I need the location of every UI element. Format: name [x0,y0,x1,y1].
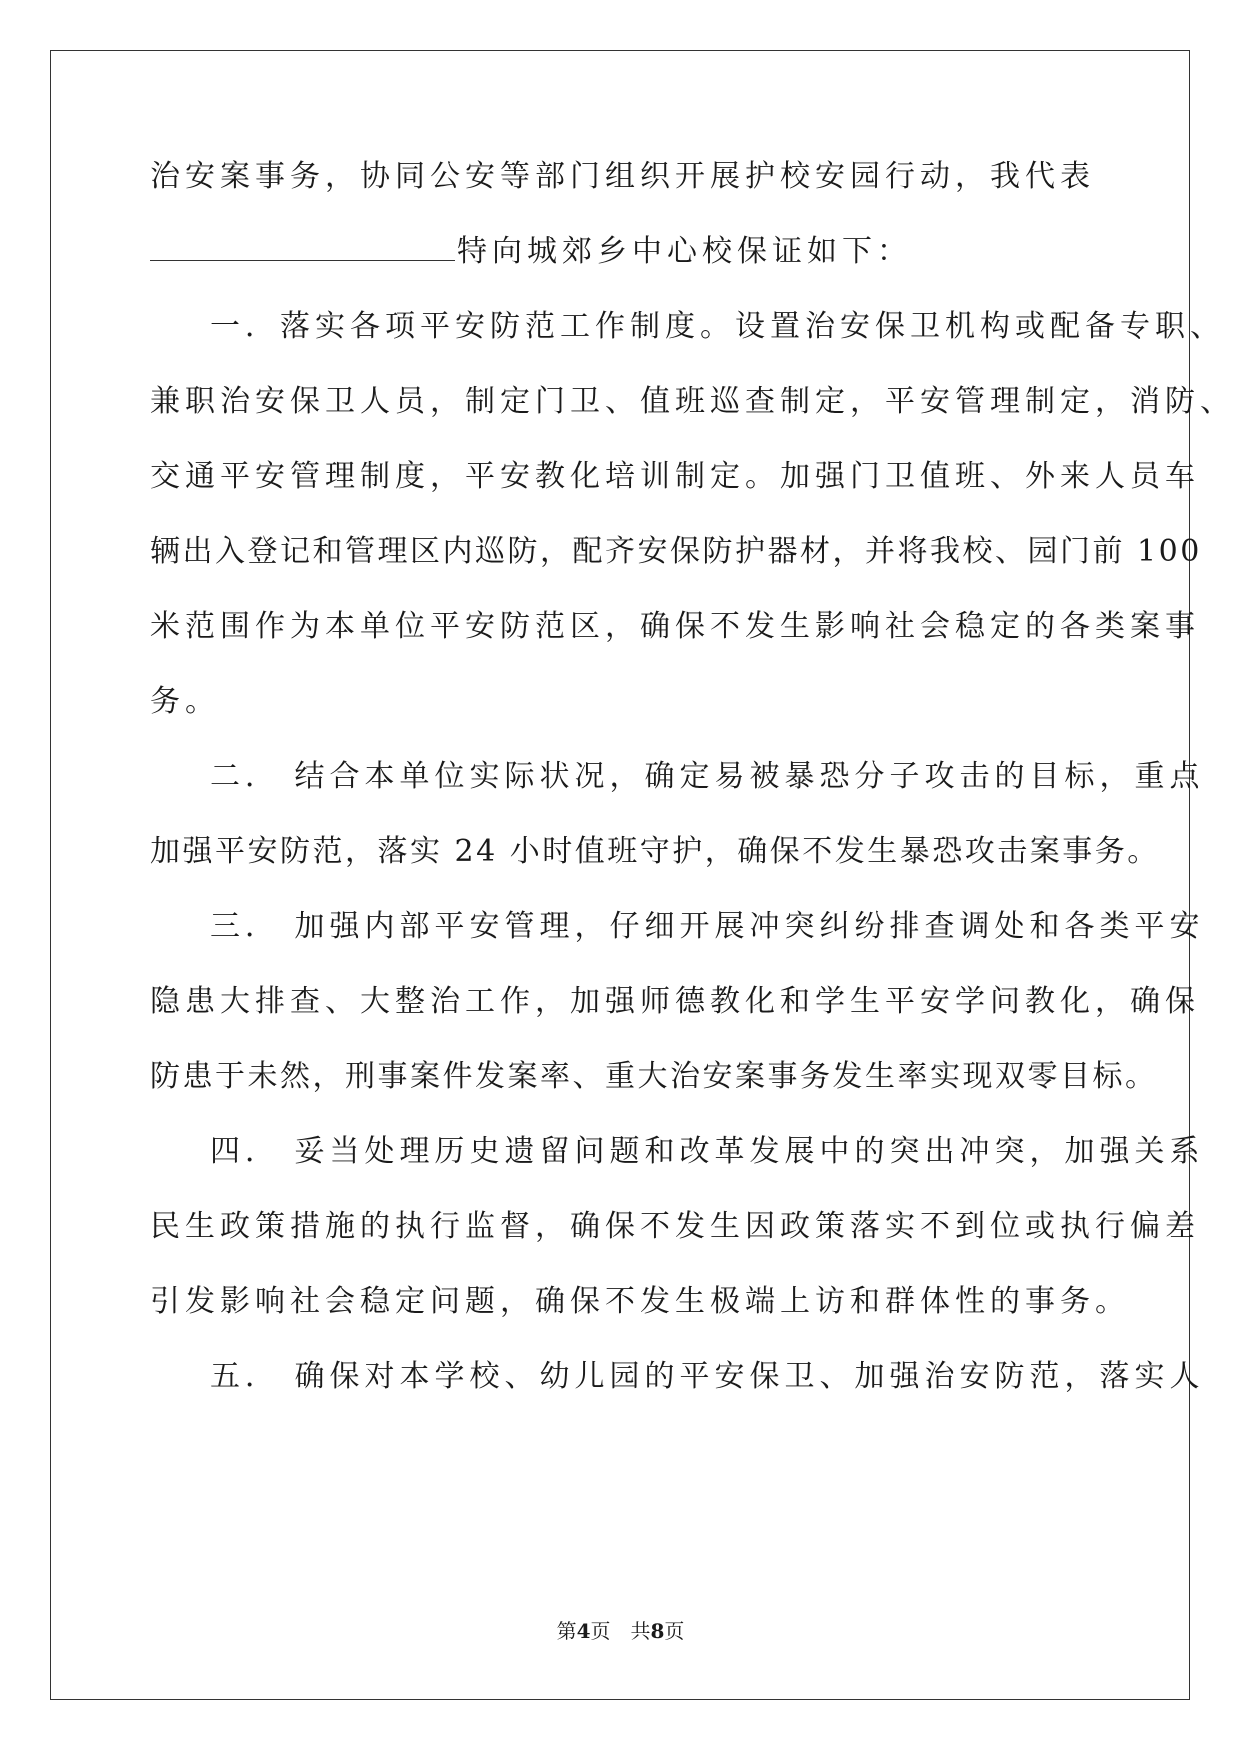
text-line: 特向城郊乡中心校保证如下： [457,234,912,269]
paragraph-1-start: 一．落实各项平安防范工作制度。设置治安保卫机构或配备专职、 [210,309,1225,344]
page-border [50,50,1190,1700]
text-line: 隐患大排查、大整治工作，加强师德教化和学生平安学问教化，确保 [150,984,1200,1019]
paragraph-2-start: 二． 结合本单位实际状况，确定易被暴恐分子攻击的目标，重点 [210,759,1205,794]
text-line-with-blank [150,232,912,272]
text-line: 辆出入登记和管理区内巡防，配齐安保防护器材，并将我校、园门前 100 [150,534,1202,569]
fill-in-blank [150,236,455,261]
text-line: 引发影响社会稳定问题，确保不发生极端上访和群体性的事务。 [150,1284,1130,1319]
paragraph-3-start: 三． 加强内部平安管理，仔细开展冲突纠纷排查调处和各类平安 [210,909,1205,944]
text-line: 务。 [150,684,220,719]
paragraph-5-start: 五． 确保对本学校、幼儿园的平安保卫、加强治安防范，落实人 [210,1359,1205,1394]
text-line: 防患于未然，刑事案件发案率、重大治安案事务发生率实现双零目标。 [150,1059,1158,1094]
text-line: 加强平安防范，落实 24 小时值班守护，确保不发生暴恐攻击案事务。 [150,834,1160,869]
text-line: 兼职治安保卫人员，制定门卫、值班巡查制定，平安管理制定，消防、 [150,384,1235,419]
text-line: 交通平安管理制度，平安教化培训制定。加强门卫值班、外来人员车 [150,459,1200,494]
page-footer [0,1618,1241,1644]
text-line: 民生政策措施的执行监督，确保不发生因政策落实不到位或执行偏差 [150,1209,1200,1244]
text-line: 米范围作为本单位平安防范区，确保不发生影响社会稳定的各类案事 [150,609,1200,644]
page-number: 第4页 [556,1619,611,1643]
paragraph-4-start: 四． 妥当处理历史遗留问题和改革发展中的突出冲突，加强关系 [210,1134,1205,1169]
page-total: 共8页 [630,1619,685,1643]
text-line: 治安案事务，协同公安等部门组织开展护校安园行动，我代表 [150,159,1095,194]
